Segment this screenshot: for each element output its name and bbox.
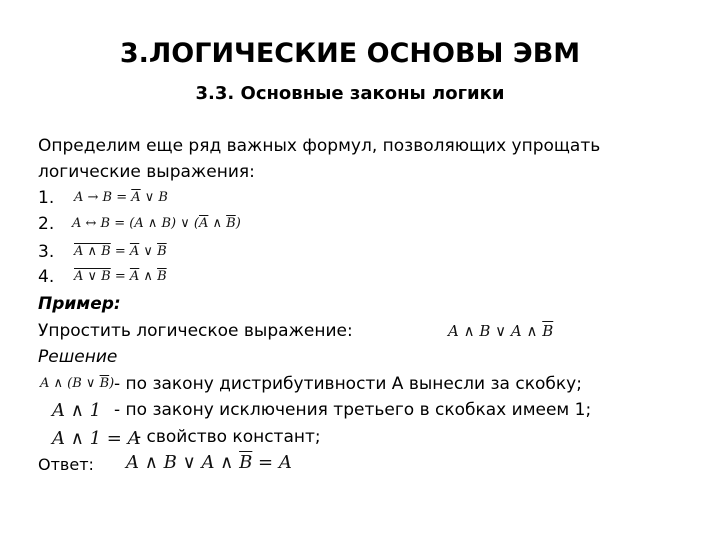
- formula-1-image: $A \to B = \overline{A}$ ∨ B: [74, 190, 168, 205]
- slide-subtitle: 3.3. Основные законы логики: [195, 83, 505, 104]
- formula-number-3: 3.: [38, 242, 55, 262]
- step-2-expression-image: A ∧ 1: [52, 400, 102, 421]
- step-3-comment: - свойство констант;: [135, 427, 321, 447]
- answer-label: Ответ:: [38, 455, 94, 474]
- formula-number-2: 2.: [38, 214, 55, 234]
- example-task: Упростить логическое выражение:: [38, 321, 353, 341]
- formula-3-image: A ∧ $B = \overline{A}$ ∨ $\overline{B}$: [74, 244, 167, 259]
- intro-line-2: логические выражения:: [38, 162, 255, 182]
- formula-2-image: A ↔ B = (A ∧ B) ∨ ($\overline{A}$ ∧ $\overline{B}$): [72, 216, 241, 231]
- solution-heading: Решение: [38, 347, 118, 367]
- step-2-comment: - по закону исключения третьего в скобках имеем 1;: [114, 400, 592, 420]
- formula-4-image: A ∨ $B = \overline{A}$ ∧ $\overline{B}$: [74, 269, 167, 284]
- intro-line-1: Определим еще ряд важных формул, позволяющих упрощать: [38, 136, 601, 156]
- step-3-expression-image: A ∧ 1 = A: [52, 428, 141, 449]
- step-1-comment: - по закону дистрибутивности А вынесли за скобку;: [114, 374, 582, 394]
- slide-title: 3.ЛОГИЧЕСКИЕ ОСНОВЫ ЭВМ: [119, 38, 581, 69]
- formula-number-1: 1.: [38, 188, 55, 208]
- formula-number-4: 4.: [38, 267, 55, 287]
- answer-expression-image: A ∧ B ∨ A ∧ $\overline{B} = A$: [126, 452, 292, 473]
- task-expression-image: A ∧ B ∨ A ∧ $\overline{B}$: [448, 322, 554, 340]
- step-1-expression-image: A ∧ (B ∨ $\overline{B}$): [40, 376, 115, 391]
- example-heading: Пример:: [38, 294, 121, 314]
